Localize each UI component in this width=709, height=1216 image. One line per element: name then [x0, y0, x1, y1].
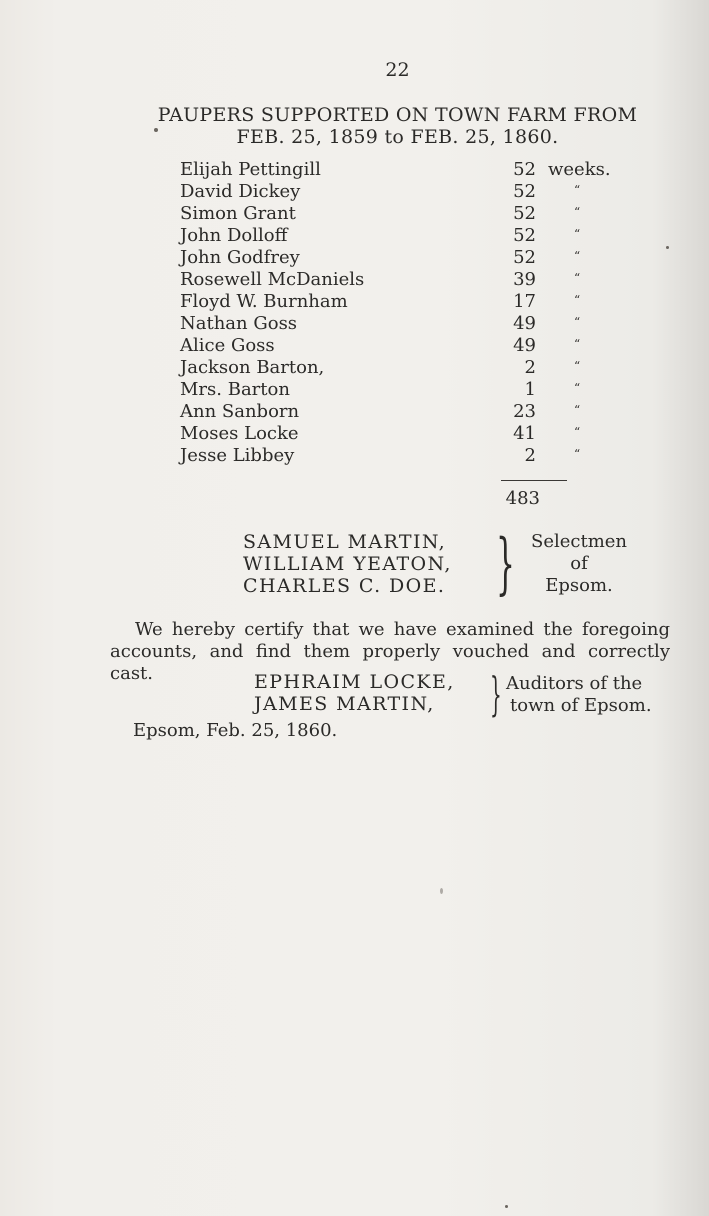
selectman-name: CHARLES C. DOE. — [243, 575, 446, 597]
pauper-weeks: 1 — [524, 379, 536, 400]
ditto-mark: “ — [574, 359, 581, 373]
ditto-mark: “ — [574, 205, 581, 219]
pauper-row — [0, 423, 709, 445]
pauper-name: David Dickey — [180, 181, 301, 202]
ditto-mark: “ — [574, 227, 581, 241]
pauper-name: Nathan Goss — [180, 313, 298, 334]
pauper-row — [0, 445, 709, 467]
pauper-name: Jesse Libbey — [180, 445, 295, 466]
selectmen-title-line: of — [570, 553, 588, 574]
auditors-title-line: Auditors of the — [506, 673, 643, 694]
ditto-mark: “ — [574, 425, 581, 439]
pauper-row — [0, 203, 709, 225]
pauper-weeks: 52 — [513, 203, 536, 224]
selectmen-title-line: Epsom. — [545, 575, 613, 596]
pauper-name: Simon Grant — [180, 203, 296, 224]
ditto-mark: “ — [574, 271, 581, 285]
paper-speck — [440, 888, 443, 894]
pauper-name: John Dolloff — [180, 225, 288, 246]
pauper-weeks: 2 — [524, 445, 536, 466]
right-brace-icon: } — [490, 667, 502, 721]
pauper-row — [0, 291, 709, 313]
auditor-signatures — [254, 671, 455, 715]
pauper-name: Ann Sanborn — [180, 401, 300, 422]
ditto-mark: “ — [574, 183, 581, 197]
pauper-name: Moses Locke — [180, 423, 299, 444]
auditors-title-line: town of Epsom. — [510, 695, 652, 716]
pauper-row — [0, 247, 709, 269]
pauper-name: Rosewell McDaniels — [180, 269, 365, 290]
paper-speck — [505, 1205, 508, 1208]
pauper-weeks: 39 — [513, 269, 536, 290]
ditto-mark: “ — [574, 403, 581, 417]
pauper-unit: weeks. — [548, 159, 611, 180]
report-heading-line-2: FEB. 25, 1859 to FEB. 25, 1860. — [236, 126, 559, 148]
pauper-row — [0, 313, 709, 335]
selectmen-signatures — [243, 531, 452, 597]
ditto-mark: “ — [574, 249, 581, 263]
pauper-weeks: 17 — [513, 291, 536, 312]
ditto-mark: “ — [574, 447, 581, 461]
auditor-name: JAMES MARTIN, — [254, 693, 435, 715]
pauper-name: Alice Goss — [180, 335, 275, 356]
paper-speck — [154, 128, 158, 132]
ditto-mark: “ — [574, 337, 581, 351]
pauper-name: Jackson Barton, — [180, 357, 325, 378]
pauper-row — [0, 379, 709, 401]
ditto-mark: “ — [574, 315, 581, 329]
selectmen-title — [520, 531, 638, 597]
pauper-weeks: 23 — [513, 401, 536, 422]
pauper-weeks: 49 — [513, 335, 536, 356]
selectman-name: SAMUEL MARTIN, — [243, 531, 447, 553]
pauper-name: Elijah Pettingill — [180, 159, 321, 180]
date-line: Epsom, Feb. 25, 1860. — [133, 720, 338, 741]
report-heading-line-1: PAUPERS SUPPORTED ON TOWN FARM FROM — [157, 104, 638, 126]
pauper-row — [0, 225, 709, 247]
auditors-title — [506, 673, 652, 717]
pauper-row — [0, 357, 709, 379]
pauper-row — [0, 401, 709, 423]
pauper-weeks: 41 — [513, 423, 536, 444]
pauper-name: Floyd W. Burnham — [180, 291, 348, 312]
pauper-weeks: 52 — [513, 225, 536, 246]
pauper-weeks: 52 — [513, 247, 536, 268]
pauper-row — [0, 335, 709, 357]
certification-paragraph: We hereby certify that we have examined the foregoing accounts, and find them properly vouched and correctly cast. — [110, 619, 670, 684]
pauper-name: John Godfrey — [180, 247, 300, 268]
ditto-mark: “ — [574, 381, 581, 395]
sum-rule — [501, 480, 567, 481]
total-weeks: 483 — [505, 488, 540, 509]
paper-speck — [666, 246, 669, 249]
page-number: 22 — [385, 59, 410, 81]
selectman-name: WILLIAM YEATON, — [243, 553, 452, 575]
pauper-name: Mrs. Barton — [180, 379, 290, 400]
auditor-name: EPHRAIM LOCKE, — [254, 671, 455, 693]
pauper-weeks: 52 — [513, 159, 536, 180]
pauper-row — [0, 159, 709, 181]
pauper-row — [0, 181, 709, 203]
pauper-weeks: 2 — [524, 357, 536, 378]
pauper-weeks: 52 — [513, 181, 536, 202]
selectmen-title-line: Selectmen — [530, 531, 628, 552]
pauper-row — [0, 269, 709, 291]
pauper-weeks: 49 — [513, 313, 536, 334]
ditto-mark: “ — [574, 293, 581, 307]
right-brace-icon: } — [496, 525, 515, 602]
